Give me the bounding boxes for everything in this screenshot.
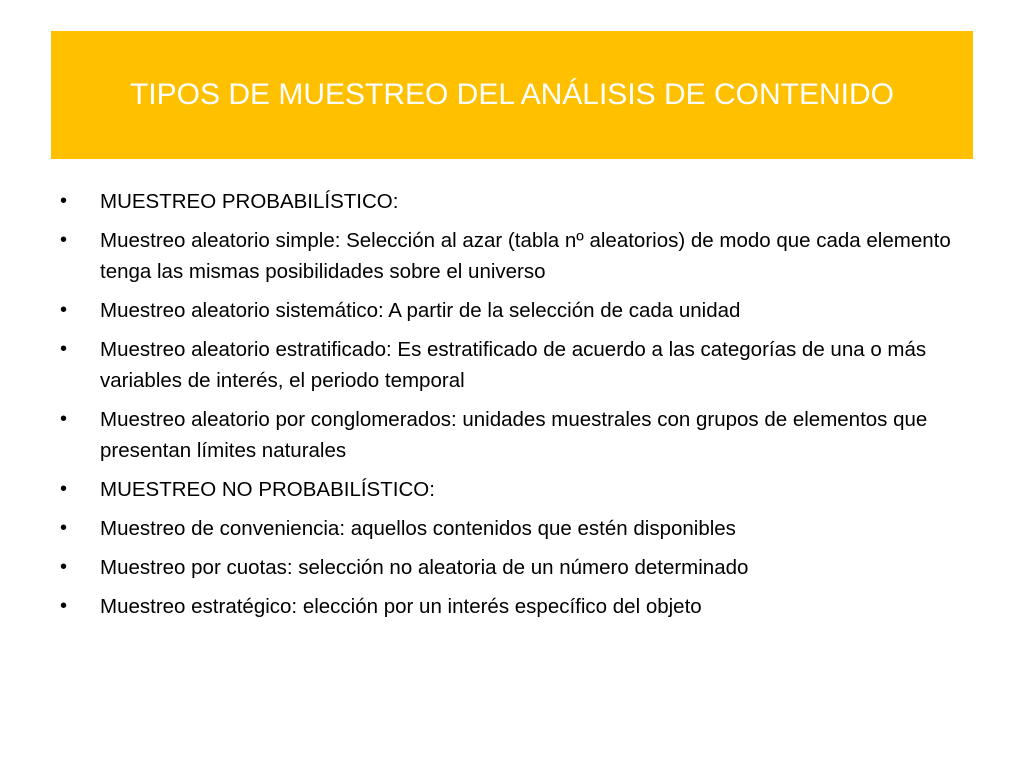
- bullet-item: [60, 474, 970, 505]
- bullet-text: MUESTREO NO PROBABILÍSTICO:: [100, 478, 435, 501]
- bullet-marker: •: [60, 190, 68, 212]
- bullet-item: [60, 186, 970, 217]
- bullet-text: Muestreo aleatorio sistemático: A partir de la selección de cada unidad: [100, 299, 741, 322]
- bullet-text: Muestreo aleatorio estratificado: Es estratificado de acuerdo a las categorías de una o más variables de interés, el periodo temporal: [100, 338, 927, 392]
- bullet-text: Muestreo estratégico: elección por un interés específico del objeto: [100, 595, 702, 618]
- bullet-text: Muestreo por cuotas: selección no aleatoria de un número determinado: [100, 556, 749, 579]
- bullet-text: MUESTREO PROBABILÍSTICO:: [100, 190, 399, 213]
- bullet-item: [60, 334, 970, 396]
- bullet-text: Muestreo aleatorio por conglomerados: unidades muestrales con grupos de elementos que presentan límites naturales: [100, 408, 928, 462]
- bullet-marker: •: [60, 299, 68, 321]
- bullet-marker: •: [60, 478, 68, 500]
- title-banner: [51, 31, 973, 159]
- bullet-list: [60, 186, 970, 630]
- bullet-item: [60, 295, 970, 326]
- bullet-item: [60, 552, 970, 583]
- bullet-item: [60, 513, 970, 544]
- bullet-marker: •: [60, 229, 68, 251]
- bullet-item: [60, 591, 970, 622]
- bullet-marker: •: [60, 517, 68, 539]
- bullet-item: [60, 404, 970, 466]
- slide-title: TIPOS DE MUESTREO DEL ANÁLISIS DE CONTENIDO: [129, 78, 895, 111]
- bullet-text: Muestreo aleatorio simple: Selección al azar (tabla nº aleatorios) de modo que cada elemento tenga las mismas posibilidades sobre el universo: [100, 229, 951, 283]
- bullet-marker: •: [60, 338, 68, 360]
- bullet-item: [60, 225, 970, 287]
- bullet-marker: •: [60, 556, 68, 578]
- bullet-text: Muestreo de conveniencia: aquellos contenidos que estén disponibles: [100, 517, 736, 540]
- bullet-marker: •: [60, 408, 68, 430]
- bullet-marker: •: [60, 595, 68, 617]
